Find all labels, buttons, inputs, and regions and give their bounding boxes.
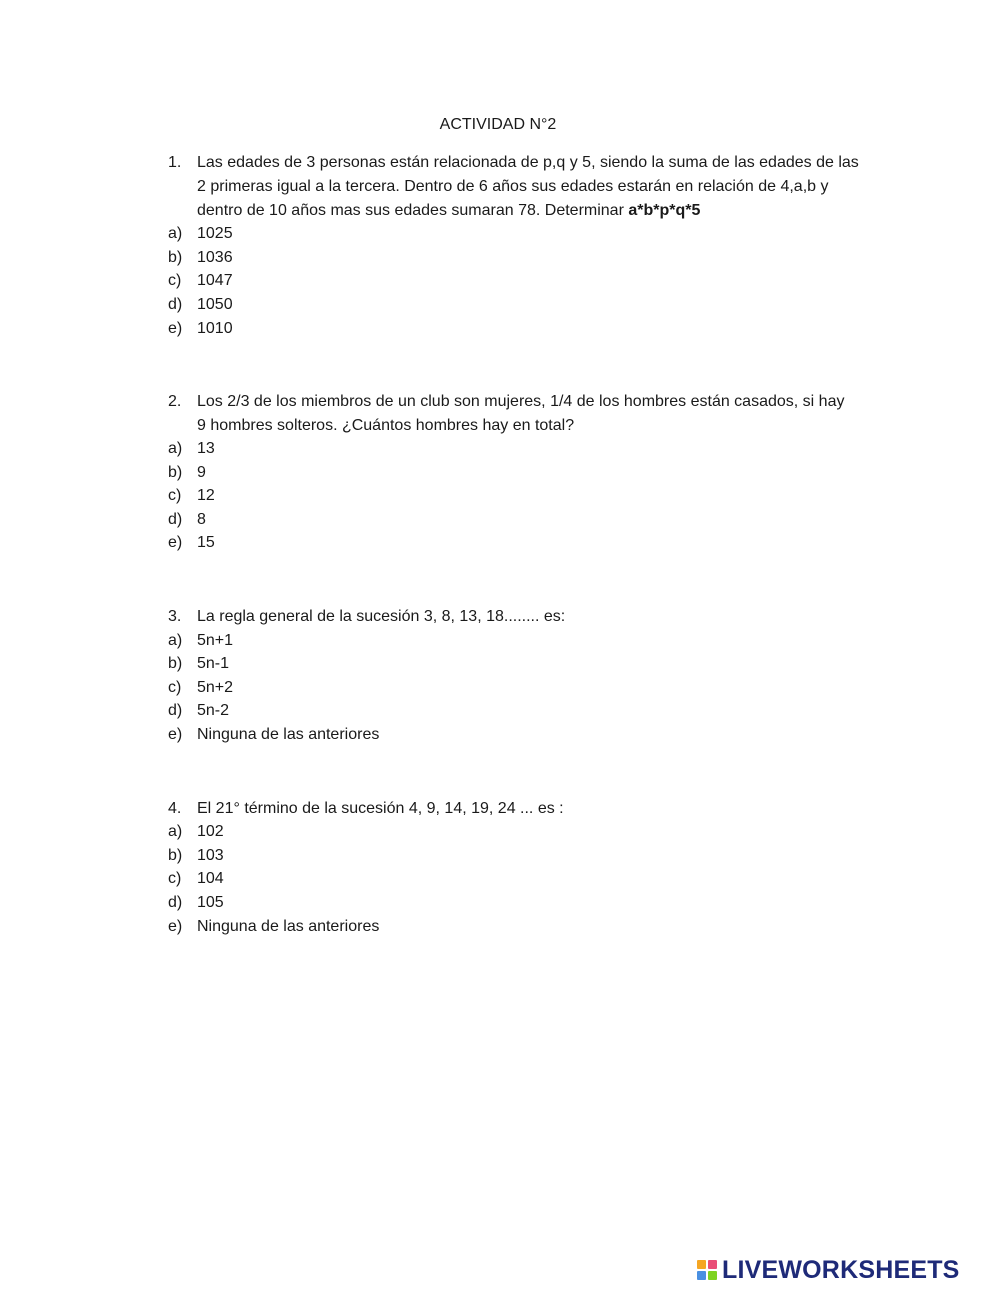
logo-tile [697,1260,706,1269]
question-text: dentro de 10 años mas sus edades sumaran 78. Determinar a*b*p*q*5 [197,202,701,219]
bold-expression: a*b*p*q*5 [628,202,701,219]
question-text: Los 2/3 de los miembros de un club son mujeres, 1/4 de los hombres están casados, si hay [197,393,845,410]
question-text: 2 primeras igual a la tercera. Dentro de 6 años sus edades estarán en relación de 4,a,b y [197,178,829,195]
question-text: Las edades de 3 personas están relacionada de p,q y 5, siendo la suma de las edades de las [197,154,859,171]
question-text: La regla general de la sucesión 3, 8, 13, 18........ es: [197,608,566,625]
question-text: 9 hombres solteros. ¿Cuántos hombres hay en total? [197,417,575,434]
liveworksheets-logo [697,1256,960,1284]
logo-tile [708,1260,717,1269]
question-text: El 21° término de la sucesión 4, 9, 14, 19, 24 ... es : [197,800,564,817]
logo-icon [697,1260,717,1280]
logo-text: LIVEWORKSHEETS [722,1255,960,1284]
logo-tile [697,1271,706,1280]
page-title: ACTIVIDAD N°2 [439,116,557,133]
logo-tile [708,1271,717,1280]
